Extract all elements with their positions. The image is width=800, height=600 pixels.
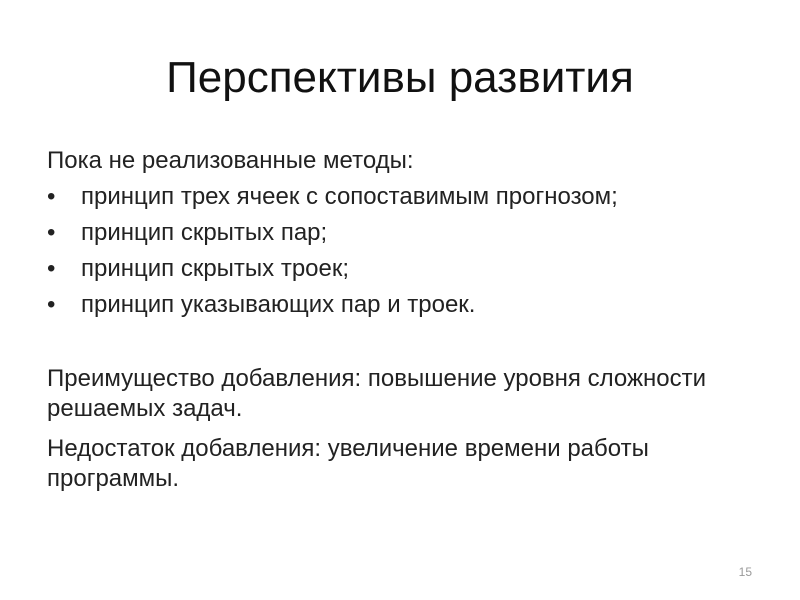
- bullet-dot-icon: •: [47, 183, 56, 210]
- page-number: 15: [738, 565, 752, 579]
- list-item-text: принцип скрытых троек;: [81, 255, 350, 282]
- list-item-text: принцип скрытых пар;: [81, 219, 328, 246]
- slide-title: Перспективы развития: [166, 53, 634, 102]
- list-item-text: принцип указывающих пар и троек.: [81, 291, 476, 318]
- intro-text: Пока не реализованные методы:: [47, 147, 414, 174]
- list-item: [47, 182, 757, 212]
- disadvantage-paragraph: Недостаток добавления: увеличение времени работы программы.: [47, 435, 649, 492]
- slide-content: [47, 146, 757, 504]
- methods-list: [47, 182, 757, 320]
- list-item-text: принцип трех ячеек с сопоставимым прогнозом;: [81, 183, 618, 210]
- list-item: [47, 218, 757, 248]
- advantage-paragraph: Преимущество добавления: повышение уровня сложности решаемых задач.: [47, 365, 706, 422]
- list-item: [47, 290, 757, 320]
- section-spacer: [47, 326, 757, 364]
- bullet-dot-icon: •: [47, 219, 56, 246]
- bullet-dot-icon: •: [47, 255, 56, 282]
- bullet-dot-icon: •: [47, 291, 56, 318]
- list-item: [47, 254, 757, 284]
